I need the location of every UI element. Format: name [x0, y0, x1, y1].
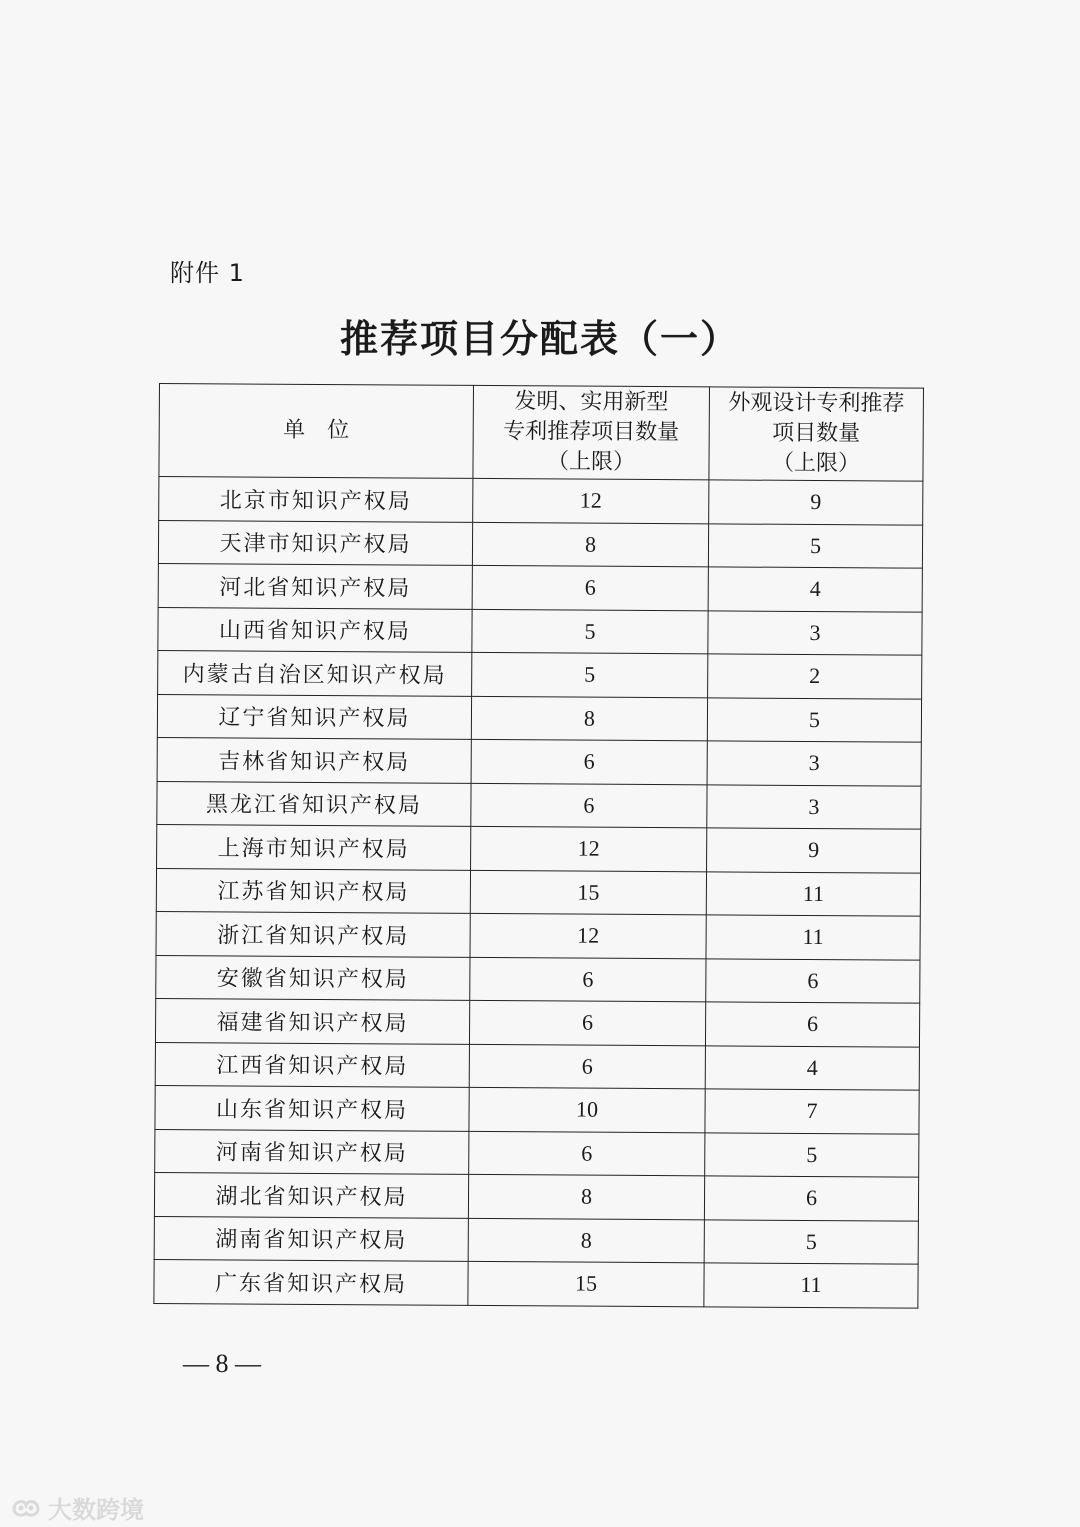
unit-cell: 河南省知识产权局 [155, 1129, 469, 1174]
table-row [155, 1042, 919, 1090]
invention-quota-cell: 8 [468, 1218, 704, 1263]
design-quota-cell: 6 [704, 1176, 918, 1221]
table-row [155, 1129, 919, 1177]
design-quota-cell: 9 [709, 480, 923, 525]
table-row [157, 737, 921, 785]
unit-cell: 河北省知识产权局 [158, 563, 472, 608]
table-row [158, 520, 922, 568]
invention-quota-cell: 8 [471, 696, 707, 741]
watermark-text: 大数跨境 [48, 1496, 144, 1524]
table-row [158, 650, 922, 698]
invention-quota-cell: 8 [468, 1174, 704, 1219]
header-invention-line-3: （上限） [546, 449, 636, 475]
table-row [155, 1085, 919, 1133]
invention-quota-cell: 6 [471, 783, 707, 828]
header-invention-quota [473, 385, 710, 479]
design-quota-cell: 9 [707, 828, 921, 873]
design-quota-cell: 3 [708, 610, 922, 655]
table-body [154, 477, 923, 1308]
header-invention-line-2: 专利推荐项目数量 [503, 419, 680, 446]
invention-quota-cell: 10 [469, 1087, 705, 1132]
design-quota-cell: 4 [708, 567, 922, 612]
watermark [10, 1490, 144, 1525]
invention-quota-cell: 6 [469, 1131, 705, 1176]
table-header-row [159, 384, 924, 482]
invention-quota-cell: 6 [472, 565, 708, 610]
design-quota-cell: 6 [705, 1002, 919, 1047]
invention-quota-cell: 15 [468, 1261, 704, 1306]
unit-cell: 江西省知识产权局 [155, 1042, 469, 1087]
invention-quota-cell: 12 [470, 913, 706, 958]
design-quota-cell: 5 [708, 523, 922, 568]
page-number: — 8 — [183, 1349, 261, 1378]
header-design-line-1: 外观设计专利推荐 [728, 390, 905, 417]
table-row [158, 563, 922, 611]
design-quota-cell: 4 [705, 1045, 919, 1090]
table-row [156, 911, 920, 959]
design-quota-cell: 7 [705, 1089, 919, 1134]
invention-quota-cell: 5 [472, 609, 708, 654]
unit-cell: 上海市知识产权局 [157, 824, 471, 869]
invention-quota-cell: 15 [470, 870, 706, 915]
invention-quota-cell: 6 [470, 957, 706, 1002]
invention-quota-cell: 6 [469, 1044, 705, 1089]
table-row [157, 824, 921, 872]
invention-quota-cell: 8 [472, 522, 708, 567]
unit-cell: 黑龙江省知识产权局 [157, 781, 471, 826]
header-design-line-2: 项目数量 [772, 420, 861, 447]
header-invention-line-1: 发明、实用新型 [514, 389, 669, 416]
invention-quota-cell: 5 [472, 652, 708, 697]
design-quota-cell: 6 [706, 958, 920, 1003]
unit-cell: 江苏省知识产权局 [156, 868, 470, 913]
table-row [154, 1259, 918, 1307]
unit-cell: 广东省知识产权局 [154, 1259, 468, 1304]
unit-cell: 安徽省知识产权局 [156, 955, 470, 1000]
table-row [156, 955, 920, 1003]
unit-cell: 吉林省知识产权局 [157, 737, 471, 782]
unit-cell: 福建省知识产权局 [155, 998, 469, 1043]
unit-cell: 山西省知识产权局 [158, 607, 472, 652]
unit-cell: 内蒙古自治区知识产权局 [158, 650, 472, 695]
design-quota-cell: 3 [707, 784, 921, 829]
page-title: 推荐项目分配表（一） [339, 317, 740, 361]
unit-cell: 浙江省知识产权局 [156, 911, 470, 956]
table-row [154, 1172, 918, 1220]
unit-cell: 湖南省知识产权局 [154, 1216, 468, 1261]
design-quota-cell: 2 [708, 654, 922, 699]
brand-logo-icon [10, 1495, 44, 1521]
header-unit: 单 位 [159, 384, 474, 479]
unit-cell: 天津市知识产权局 [158, 520, 472, 565]
design-quota-cell: 3 [707, 741, 921, 786]
table-row [154, 1216, 918, 1264]
design-quota-cell: 11 [706, 871, 920, 916]
header-design-line-3: （上限） [771, 450, 861, 477]
unit-cell: 山东省知识产权局 [155, 1085, 469, 1130]
design-quota-cell: 11 [706, 915, 920, 960]
table-row [156, 868, 920, 916]
table-row [157, 694, 921, 742]
invention-quota-cell: 12 [471, 826, 707, 871]
table-row [158, 607, 922, 655]
table-row [155, 998, 919, 1046]
design-quota-cell: 5 [707, 697, 921, 742]
unit-cell: 辽宁省知识产权局 [157, 694, 471, 739]
invention-quota-cell: 6 [469, 1000, 705, 1045]
design-quota-cell: 11 [704, 1263, 918, 1308]
unit-cell: 湖北省知识产权局 [154, 1172, 468, 1217]
attachment-label: 附件 1 [170, 259, 245, 287]
header-design-quota [709, 387, 924, 481]
table-row [157, 781, 921, 829]
invention-quota-cell: 12 [473, 478, 709, 523]
unit-cell: 北京市知识产权局 [159, 477, 473, 522]
table-row [159, 477, 923, 525]
design-quota-cell: 5 [705, 1132, 919, 1177]
design-quota-cell: 5 [704, 1219, 918, 1264]
allocation-table [153, 383, 924, 1308]
invention-quota-cell: 6 [471, 739, 707, 784]
